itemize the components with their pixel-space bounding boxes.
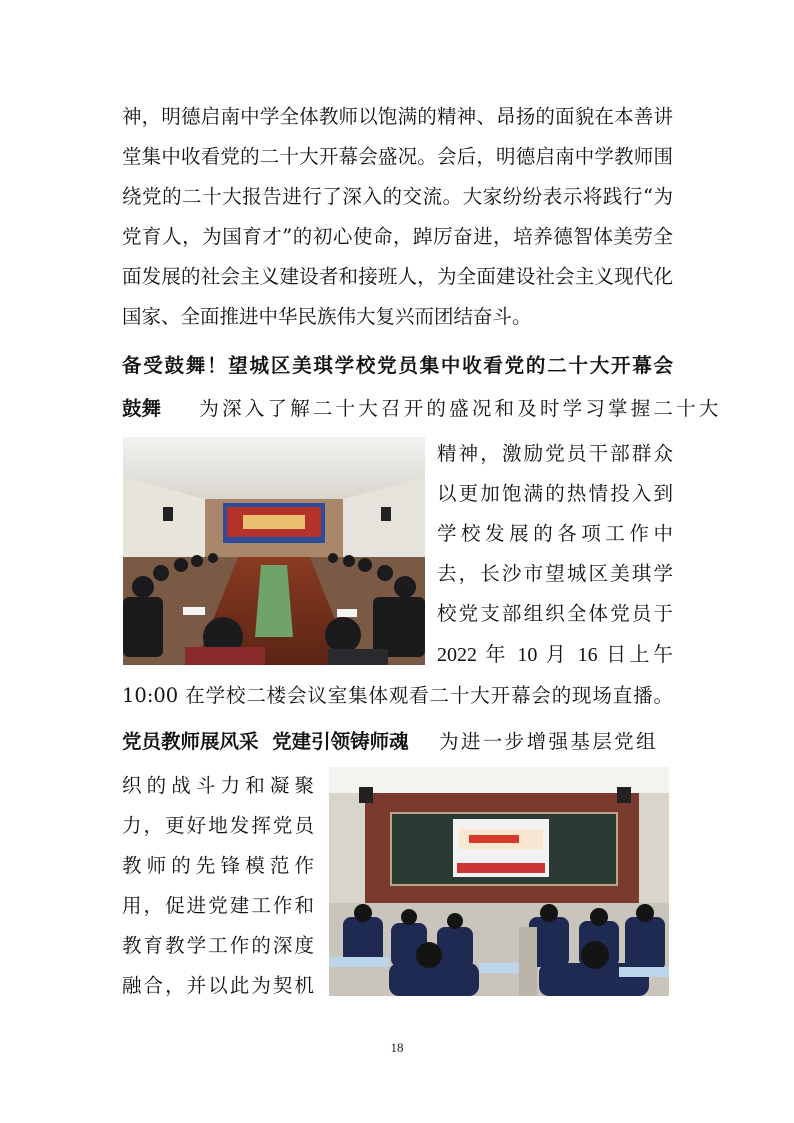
section3-wrap-line-5: 教育教学工作的深度 <box>122 934 314 957</box>
para1-line-4: 党育人，为国育才”的初心使命，踔厉奋进，培养德智体美劳全 <box>122 225 673 248</box>
para1-line-5: 面发展的社会主义建设者和接班人，为全面建设社会主义现代化 <box>122 265 673 288</box>
section2-wrap-line-5: 校党支部组织全体党员于 <box>437 602 673 625</box>
section2-wrap-line-1: 精神，激励党员干部群众 <box>437 442 673 465</box>
section3-wrap-line-2: 力，更好地发挥党员 <box>122 814 314 837</box>
section3-wrap-line-4: 用，促进党建工作和 <box>122 894 314 917</box>
section2-heading-cont-row <box>122 396 722 424</box>
para1-line-3: 绕党的二十大报告进行了深入的交流。大家纷纷表示将践行“为 <box>122 185 673 208</box>
section2-heading-cont: 鼓舞 <box>122 397 162 420</box>
para1-line-6: 国家、全面推进中华民族伟大复兴而团结奋斗。 <box>122 305 532 328</box>
section2-full-line: 10:00 在学校二楼会议室集体观看二十大开幕会的现场直播。 <box>122 684 673 707</box>
section2-heading: 备受鼓舞！望城区美琪学校党员集中收看党的二十大开幕会 <box>122 354 673 377</box>
section3-wrap-line-6: 融合，并以此为契机 <box>122 974 314 997</box>
section3-body-lead: 为进一步增强基层党组 <box>438 730 658 753</box>
section3-heading: 党员教师展风采 党建引领铸师魂 <box>122 730 409 753</box>
meeting-room-photo <box>123 437 425 665</box>
section3-heading-row <box>122 729 673 757</box>
section2-body-lead: 为深入了解二十大召开的盛况和及时学习掌握二十大 <box>199 397 722 420</box>
para1-line-2: 堂集中收看党的二十大开幕会盛况。会后，明德启南中学教师围 <box>122 145 673 168</box>
section2-wrap-line-6: 2022 年 10 月 16 日上午 <box>437 644 673 666</box>
section3-wrap-line-3: 教师的先锋模范作 <box>122 854 314 877</box>
classroom-photo <box>329 767 669 996</box>
section2-wrap-line-3: 学校发展的各项工作中 <box>437 522 673 545</box>
para1-line-1: 神，明德启南中学全体教师以饱满的精神、昂扬的面貌在本善讲 <box>122 105 673 128</box>
section2-wrap-line-2: 以更加饱满的热情投入到 <box>437 482 673 505</box>
section3-wrap-line-1: 织的战斗力和凝聚 <box>122 774 314 797</box>
section2-wrap-line-4: 去，长沙市望城区美琪学 <box>437 562 673 585</box>
page-number: 18 <box>390 1040 404 1055</box>
